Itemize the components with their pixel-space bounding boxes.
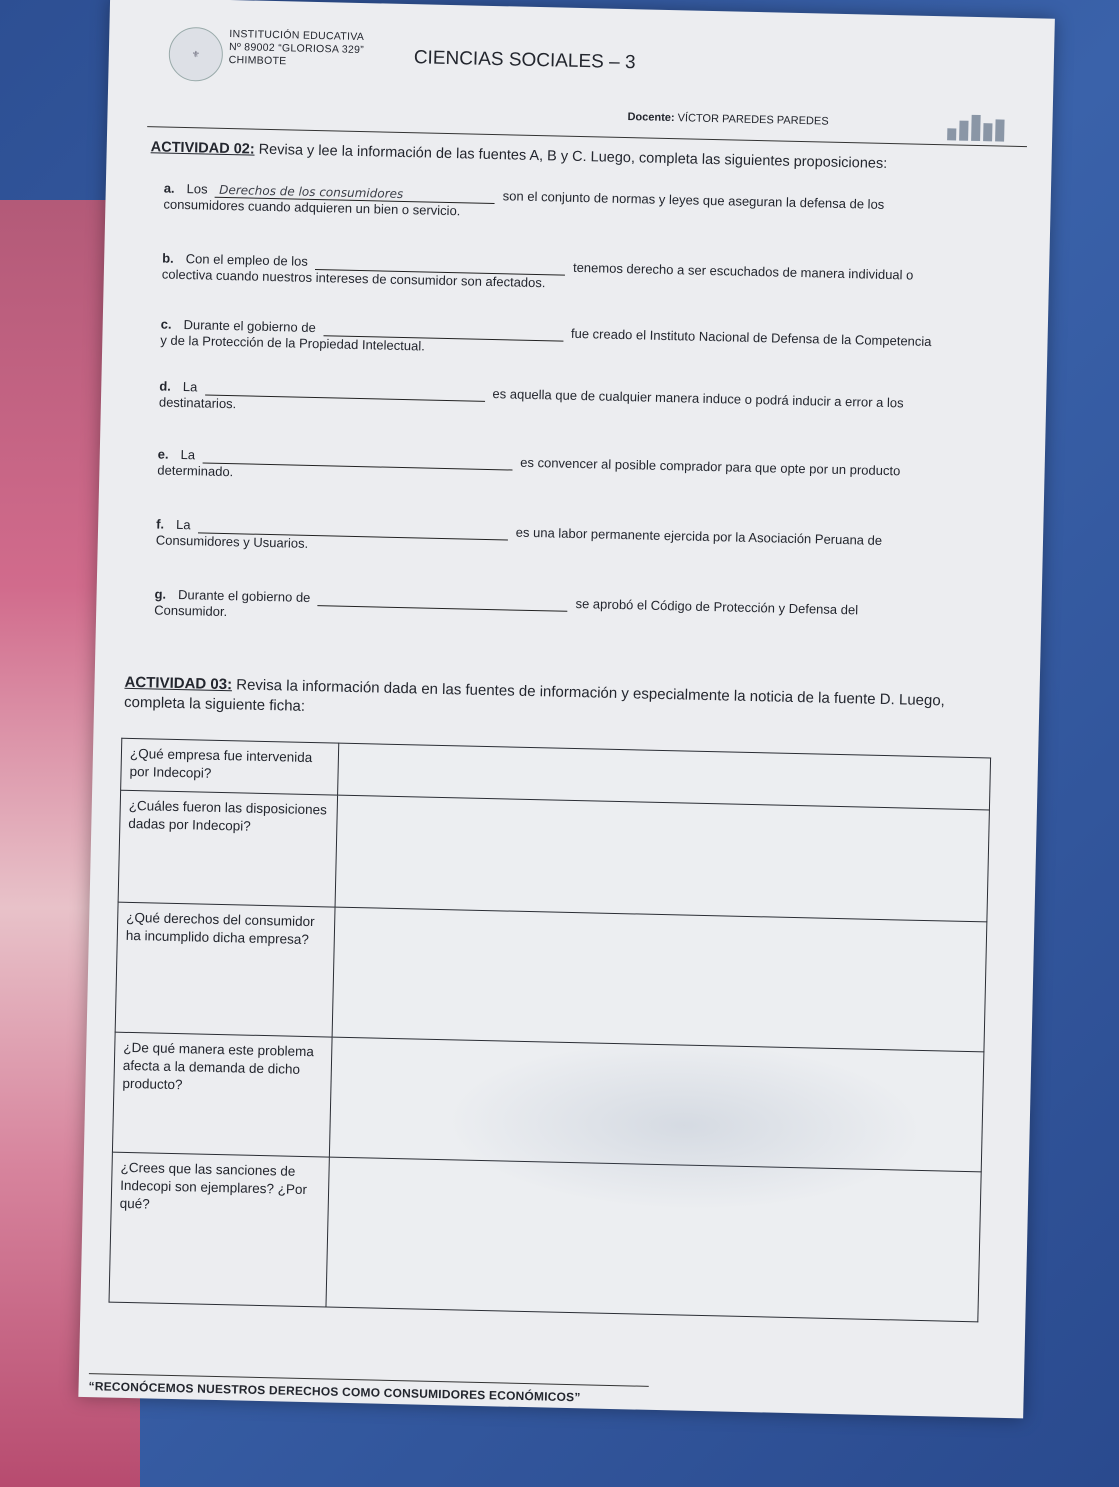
proposition-b: b. Con el empleo de los tenemos derecho a ser escuchados de manera individual o colectiva cuando nuestros intereses de consumidor son afectados.: [161, 250, 914, 291]
ficha-answer-cell[interactable]: [332, 907, 987, 1052]
institution-number: Nº 89002 “GLORIOSA 329”: [228, 40, 365, 57]
teacher-line: [627, 111, 828, 128]
ficha-question: ¿Qué empresa fue intervenida por Indecopi?: [121, 738, 339, 795]
table-row: [115, 902, 987, 1052]
ficha-question: ¿Crees que las sanciones de Indecopi son ejemplares? ¿Por qué?: [109, 1152, 329, 1307]
proposition-e: e. La es convencer al posible comprador para que opte por un producto determinado.: [157, 446, 901, 480]
activity-3-instruction: Revisa la información dada en las fuentes de información y especialmente la noticia de la fuente D. Luego, completa la siguiente ficha:: [123, 676, 946, 715]
activity-2-instruction: Revisa y lee la información de las fuentes A, B y C. Luego, completa las siguientes proposiciones:: [258, 141, 888, 172]
teacher-name: VÍCTOR PAREDES PAREDES: [677, 112, 829, 128]
ficha-question: ¿De qué manera este problema afecta a la demanda de dicho producto?: [112, 1032, 332, 1157]
ficha-question: ¿Cuáles fueron las disposiciones dadas por Indecopi?: [118, 790, 337, 907]
handwritten-answer: Derechos de los consumidores: [219, 182, 404, 201]
worksheet-page: [78, 0, 1055, 1418]
photo-shadow: [443, 1035, 927, 1216]
proposition-c: c. Durante el gobierno de fue creado el Instituto Nacional de Defensa de la Competencia y de la Protección de la Propiedad Intelectual.: [160, 316, 932, 354]
school-logo: ⚜: [168, 27, 223, 82]
table-row: [118, 790, 989, 922]
activity-2-heading: [151, 138, 991, 175]
teacher-label: Docente:: [627, 111, 675, 125]
institution-block: [229, 28, 365, 70]
worksheet-header: [147, 26, 1029, 146]
ficha-answer-cell[interactable]: [335, 795, 989, 922]
activity-3-heading: [124, 673, 985, 733]
ficha-question: ¿Qué derechos del consumidor ha incumplido dicha empresa?: [115, 902, 335, 1037]
proposition-f: f. La es una labor permanente ejercida por la Asociación Peruana de Consumidores y Usuarios.: [155, 516, 883, 551]
city-logo-icon: [947, 110, 1018, 142]
activity-3-label: ACTIVIDAD 03:: [124, 673, 233, 694]
subject-title: CIENCIAS SOCIALES – 3: [413, 47, 636, 74]
answer-blank-e[interactable]: [203, 448, 513, 471]
answer-blank-d[interactable]: [205, 380, 485, 402]
proposition-d: d. La es aquella que de cualquier manera induce o podrá inducir a error a los destinatarios.: [158, 378, 904, 412]
activity-2-label: ACTIVIDAD 02:: [150, 139, 255, 158]
footer-motto: “RECONÓCEMOS NUESTROS DERECHOS COMO CONSUMIDORES ECONÓMICOS”: [88, 1373, 648, 1406]
proposition-g: g. Durante el gobierno de se aprobó el Código de Protección y Defensa del Consumidor.: [154, 586, 859, 620]
answer-blank-g[interactable]: [318, 590, 568, 612]
ficha-table: [109, 738, 992, 1323]
proposition-a: a. Los Derechos de los consumidores son el conjunto de normas y leyes que aseguran la defensa de los consumidores cuando adquieren un bien o servicio.: [163, 180, 885, 219]
institution-city: CHIMBOTE: [228, 53, 287, 68]
institution-name: INSTITUCIÓN EDUCATIVA: [229, 27, 365, 44]
